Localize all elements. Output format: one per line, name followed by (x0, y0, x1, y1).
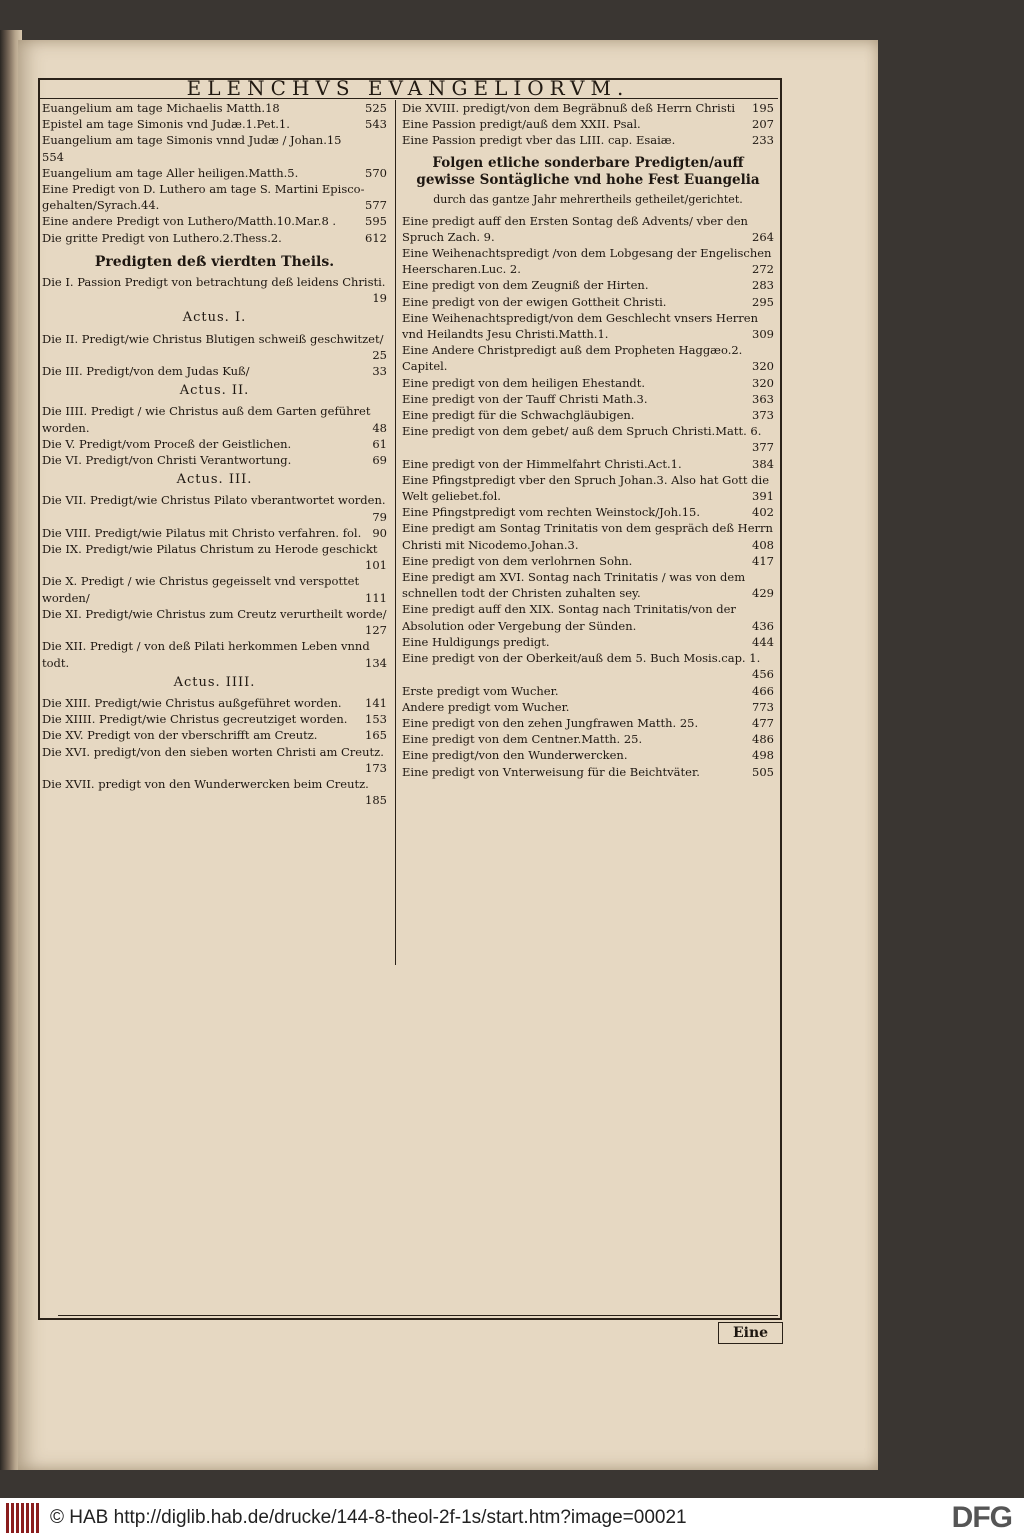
section-title: Predigten deß vierdten Theils. (94, 253, 335, 270)
entry-page: 444 (752, 634, 774, 649)
right-entry-list (402, 213, 774, 780)
entry-page: 466 (752, 683, 774, 698)
entry-title: Eine predigt am Sontag Trinitatis von dem gespräch deß Herrn Christi mit Nicodemo.Johan.3. (402, 521, 773, 552)
toc-entry (402, 294, 774, 310)
entry-title: Eine predigt/von den Wunderwercken. (402, 748, 628, 763)
toc-entry: Die V. Predigt/vom Proceß der Geistlichen. 61 (42, 436, 387, 451)
entry-page: 429 (752, 586, 774, 601)
toc-entry: Die VI. Predigt/von Christi Verantwortung. 69 (42, 453, 387, 468)
toc-entry (402, 553, 774, 569)
toc-entry (402, 601, 774, 633)
hab-logo-icon (6, 1503, 40, 1533)
entry-title: Erste predigt vom Wucher. (402, 683, 559, 698)
entry-title: Eine andere Predigt von Luthero/Matth.10.Mar.8 . (42, 214, 337, 229)
entry-page: 525 (365, 101, 387, 115)
entry-page: 402 (752, 505, 774, 520)
entry-page: 320 (752, 359, 774, 374)
toc-entry: Die VIII. Predigt/wie Pilatus mit Christo verfahren. fol. 90 (42, 525, 387, 540)
toc-entry (402, 650, 774, 682)
entry-title: Eine predigt von der Tauff Christi Math.3. (402, 391, 648, 406)
entry-title: Andere predigt vom Wucher. (402, 699, 570, 714)
entry-page: 391 (752, 489, 774, 504)
entry-title: Epistel am tage Simonis vnd Judæ.1.Pet.1. (42, 117, 290, 132)
toc-entry: Die XIII. Predigt/wie Christus außgeführet worden. 141 (42, 695, 387, 710)
entry-page: 309 (752, 327, 774, 342)
toc-entry (42, 181, 387, 197)
toc-entry: Die X. Predigt / wie Christus gegeisselt vnd verspottet worden/ 111 (42, 574, 387, 605)
toc-entry: Die XI. Predigt/wie Christus zum Creutz verurtheilt worde/ 127 (42, 606, 387, 638)
entry-title: Eine Passion predigt/auß dem XXII. Psal. (402, 117, 641, 132)
actus-heading: Actus. IIII. (173, 674, 256, 690)
toc-entry: Die IX. Predigt/wie Pilatus Christum zu Herode geschickt 101 (42, 542, 387, 573)
toc-entry (402, 116, 774, 132)
entry-title: Euangelium am tage Aller heiligen.Matth.5. (42, 165, 299, 180)
toc-entry (402, 245, 774, 277)
footer-bar (0, 1498, 1024, 1538)
entry-page: 612 (365, 230, 387, 245)
toc-entry: Die III. Predigt/von dem Judas Kuß/ 33 (42, 364, 387, 379)
entry-page: 456 (752, 667, 774, 682)
entry-title: Eine Weihenachtspredigt/von dem Geschlecht vnsers Herren vnd Heilandts Jesu Christi.Matth.1. (402, 310, 758, 342)
entry-title: Eine predigt von den zehen Jungfrawen Matth. 25. (402, 715, 699, 730)
entry-title: Eine Predigt von D. Luthero am tage S. Martini Episco- (42, 182, 365, 197)
toc-entry (402, 310, 774, 342)
entry-page: 773 (752, 699, 774, 714)
entry-page: 417 (752, 553, 774, 568)
right-top-list (402, 100, 774, 149)
toc-entry (42, 230, 387, 246)
toc-entry (402, 715, 774, 731)
column-divider (395, 100, 396, 965)
toc-entry (42, 197, 387, 213)
entry-page: 543 (365, 117, 387, 132)
toc-entry (402, 407, 774, 423)
toc-entry (402, 569, 774, 601)
toc-entry (402, 277, 774, 293)
entry-page: 320 (752, 375, 774, 390)
entry-page: 477 (752, 715, 774, 730)
toc-entry (402, 472, 774, 504)
toc-entry (402, 747, 774, 763)
entry-page (383, 181, 387, 197)
toc-entry: Die VII. Predigt/wie Christus Pilato vberantwortet worden. 79 (42, 493, 387, 524)
entry-title: Eine predigt von dem Zeugniß der Hirten. (402, 278, 649, 293)
entry-title: Eine predigt von der Oberkeit/auß dem 5. Buch Mosis.cap. 1. (402, 651, 761, 666)
toc-entry (402, 683, 774, 699)
entry-title: Eine predigt von dem gebet/ auß dem Spruch Christi.Matt. 6. (402, 424, 762, 439)
toc-entry: Die XII. Predigt / von deß Pilati herkommen Leben vnnd todt. 134 (42, 639, 387, 670)
entry-page: 595 (365, 214, 387, 229)
entry-page: 233 (752, 133, 774, 148)
entry-title: Eine Passion predigt vber das LIII. cap. Esaiæ. (402, 133, 676, 148)
entry-page: 384 (752, 456, 774, 471)
catchword: Eine (718, 1322, 783, 1344)
toc-entry: Die IIII. Predigt / wie Christus auß dem Garten geführet worden. 48 (42, 404, 387, 435)
toc-entry (402, 456, 774, 472)
toc-entry (402, 731, 774, 747)
entry-title: Die XVIII. predigt/von dem Begräbnuß deß Herrn Christi (402, 101, 736, 115)
entry-title: 554 (42, 149, 64, 164)
entry-page: 577 (365, 198, 387, 213)
page-header: ELENCHVS EVANGELIORVM. (38, 78, 778, 99)
toc-entry (402, 504, 774, 520)
entry-title: Eine predigt von der Himmelfahrt Christi.Act.1. (402, 456, 682, 471)
entry-page: 283 (752, 278, 774, 293)
entry-page: 195 (752, 101, 774, 115)
entry-page (383, 149, 387, 165)
entry-title: Eine predigt von dem Centner.Matth. 25. (402, 732, 643, 747)
bottom-rule (58, 1315, 778, 1316)
entry-title: Eine Pfingstpredigt vber den Spruch Johan.3. Also hat Gott die Welt geliebet.fol. (402, 472, 770, 504)
toc-entry (402, 132, 774, 148)
entry-title: Euangelium am tage Michaelis Matth.18 (42, 101, 280, 115)
toc-entry (42, 100, 387, 116)
section-heading: Folgen etliche sonderbare Predigten/auff gewisse Sontägliche vnd hohe Fest Euangelia (416, 154, 760, 188)
toc-entry (402, 100, 774, 116)
toc-entry: Die II. Predigt/wie Christus Blutigen schweiß geschwitzet/ 25 (42, 331, 387, 362)
toc-entry (402, 423, 774, 455)
toc-entry (402, 699, 774, 715)
toc-entry (42, 165, 387, 181)
toc-entry: Die XVII. predigt von den Wunderwercken beim Creutz. 185 (42, 776, 387, 808)
toc-entry (402, 764, 774, 780)
entry-page: 505 (752, 764, 774, 779)
toc-entry (42, 116, 387, 132)
entry-page: 570 (365, 165, 387, 180)
toc-entry: Die XIIII. Predigt/wie Christus gecreutziget worden. 153 (42, 712, 387, 727)
entry-title: Eine Andere Christpredigt auß dem Propheten Haggæo.2. Capitel. (402, 343, 743, 374)
right-column (402, 100, 774, 780)
entry-page: 207 (752, 117, 774, 132)
entry-page: 377 (752, 440, 774, 455)
toc-entry (402, 634, 774, 650)
dfg-logo: DFG (951, 1501, 1012, 1534)
entry-page: 486 (752, 732, 774, 747)
entry-title: Eine Huldigungs predigt. (402, 634, 550, 649)
toc-entry: Die I. Passion Predigt von betrachtung deß leidens Christi. 19 (42, 275, 387, 306)
actus-heading: Actus. II. (179, 383, 250, 399)
entry-title: Eine predigt von Vnterweisung für die Beichtväter. (402, 764, 700, 779)
entry-title: Eine Weihenachtspredigt /von dem Lobgesang der Engelischen Heerscharen.Luc. 2. (402, 246, 772, 277)
credit-link[interactable]: © HAB http://diglib.hab.de/drucke/144-8-theol-2f-1s/start.htm?image=00021 (50, 1507, 687, 1528)
entry-title: Euangelium am tage Simonis vnnd Judæ / Johan.15 (42, 133, 342, 148)
entry-title: Eine Pfingstpredigt vom rechten Weinstock/Joh.15. (402, 505, 700, 520)
toc-entry: Die XVI. predigt/von den sieben worten Christi am Creutz. 173 (42, 744, 387, 775)
entry-page: 498 (752, 748, 774, 763)
actus-heading: Actus. III. (176, 472, 253, 488)
entry-page: 408 (752, 537, 774, 552)
entry-title: Eine predigt für die Schwachgläubigen. (402, 408, 635, 423)
entry-title: Eine predigt auff den XIX. Sontag nach Trinitatis/von der Absolution oder Vergebung der Sünden. (402, 602, 736, 633)
toc-entry (402, 375, 774, 391)
toc-entry (402, 342, 774, 374)
toc-entry (42, 213, 387, 229)
toc-entry (402, 213, 774, 245)
left-top-list (42, 100, 387, 246)
entry-page: 272 (752, 262, 774, 277)
entry-title: Eine predigt von der ewigen Gottheit Christi. (402, 294, 667, 309)
entry-page (383, 132, 387, 148)
entry-title: Eine predigt von dem heiligen Ehestandt. (402, 375, 645, 390)
entry-title: gehalten/Syrach.44. (42, 198, 160, 213)
toc-entry (42, 149, 387, 165)
left-column (42, 100, 387, 808)
section-subheading: durch das gantze Jahr mehrertheils getheilet/gerichtet. (433, 192, 743, 206)
entry-page: 264 (752, 229, 774, 244)
entry-title: Eine predigt von dem verlohrnen Sohn. (402, 553, 633, 568)
toc-entry (402, 391, 774, 407)
entry-title: Eine predigt am XVI. Sontag nach Trinitatis / was von dem schnellen todt der Christen zuhalten sey. (402, 570, 746, 601)
entry-title: Eine predigt auff den Ersten Sontag deß Advents/ vber den Spruch Zach. 9. (402, 213, 748, 244)
entry-title: Die gritte Predigt von Luthero.2.Thess.2. (42, 230, 282, 245)
entry-page: 295 (752, 294, 774, 309)
entry-page: 363 (752, 391, 774, 406)
toc-entry: Die XV. Predigt von der vberschrifft am Creutz. 165 (42, 728, 387, 743)
toc-entry (42, 132, 387, 148)
entry-page: 373 (752, 408, 774, 423)
entry-page: 436 (752, 618, 774, 633)
actus-heading: Actus. I. (182, 310, 247, 326)
toc-entry (402, 520, 774, 552)
